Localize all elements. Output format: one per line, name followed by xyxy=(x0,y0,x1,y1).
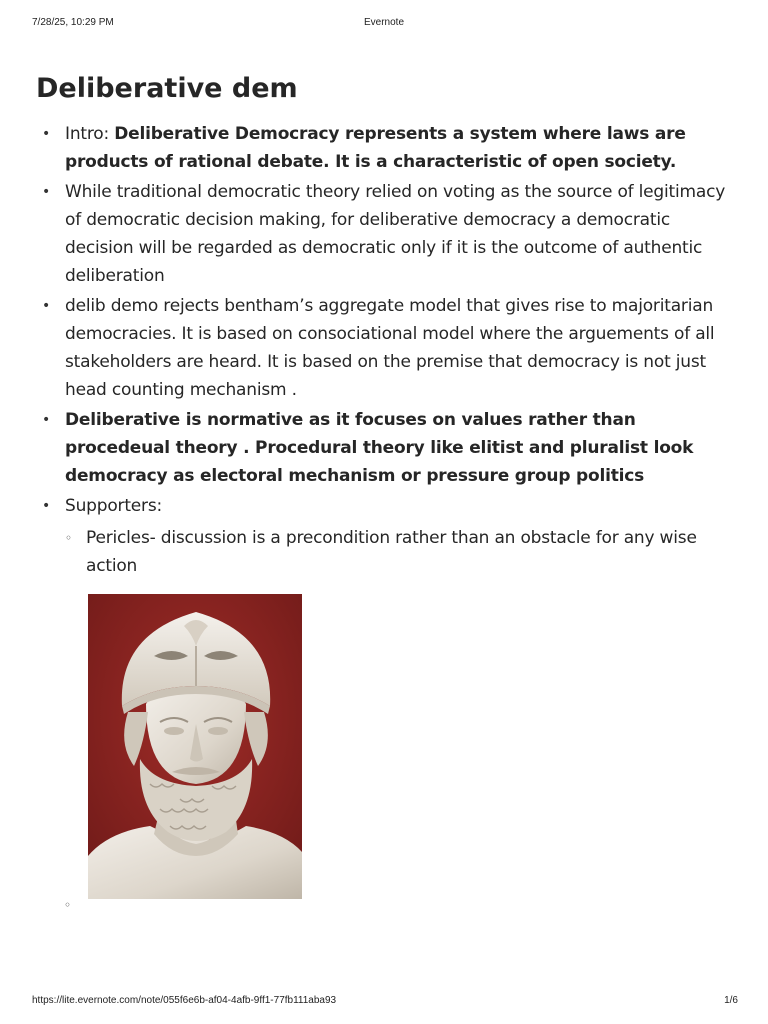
list-item xyxy=(36,406,736,490)
sub-list-item xyxy=(65,524,736,899)
intro-prefix: Intro: xyxy=(65,124,115,144)
intro-definition: Deliberative Democracy represents a system where laws are products of rational debate. It is a characteristic of open society. xyxy=(65,124,686,172)
bullet-list xyxy=(36,120,736,899)
pericles-bust-image xyxy=(88,594,302,899)
note-url-link[interactable]: https://lite.evernote.com/note/055f6e6b-af04-4afb-9ff1-77fb111aba93 xyxy=(32,995,337,1006)
sub-bullet-list xyxy=(65,524,736,899)
list-item xyxy=(36,292,736,404)
list-item xyxy=(36,492,736,899)
print-header xyxy=(32,17,736,31)
list-item xyxy=(36,120,736,176)
list-item-text: Deliberative is normative as it focuses on values rather than procedeual theory . Procedural theory like elitist and pluralist look democracy as electoral mechanism or pressure group politics xyxy=(65,410,694,486)
print-app-name: Evernote xyxy=(363,17,405,28)
list-item-text: delib demo rejects bentham’s aggregate model that gives rise to majoritarian democracies. It is based on consociational model where the arguements of all stakeholders are heard. It is based on the premise that democracy is not just head counting mechanism . xyxy=(65,296,715,400)
page-indicator: 1/6 xyxy=(724,995,738,1006)
list-item xyxy=(36,178,736,290)
note-title: Deliberative dem xyxy=(36,73,298,104)
note-content xyxy=(36,70,736,901)
print-footer xyxy=(32,995,738,1009)
sub-list-item-text: Pericles- discussion is a precondition rather than an obstacle for any wise action xyxy=(86,528,697,576)
list-item-text: While traditional democratic theory relied on voting as the source of legitimacy of democratic decision making, for deliberative democracy a democratic decision will be regarded as democratic only if it is the outcome of authentic deliberation xyxy=(65,182,726,286)
print-datetime: 7/28/25, 10:29 PM xyxy=(32,17,114,28)
supporters-heading: Supporters: xyxy=(65,496,163,516)
empty-sub-bullet-icon: ◦ xyxy=(64,898,72,912)
